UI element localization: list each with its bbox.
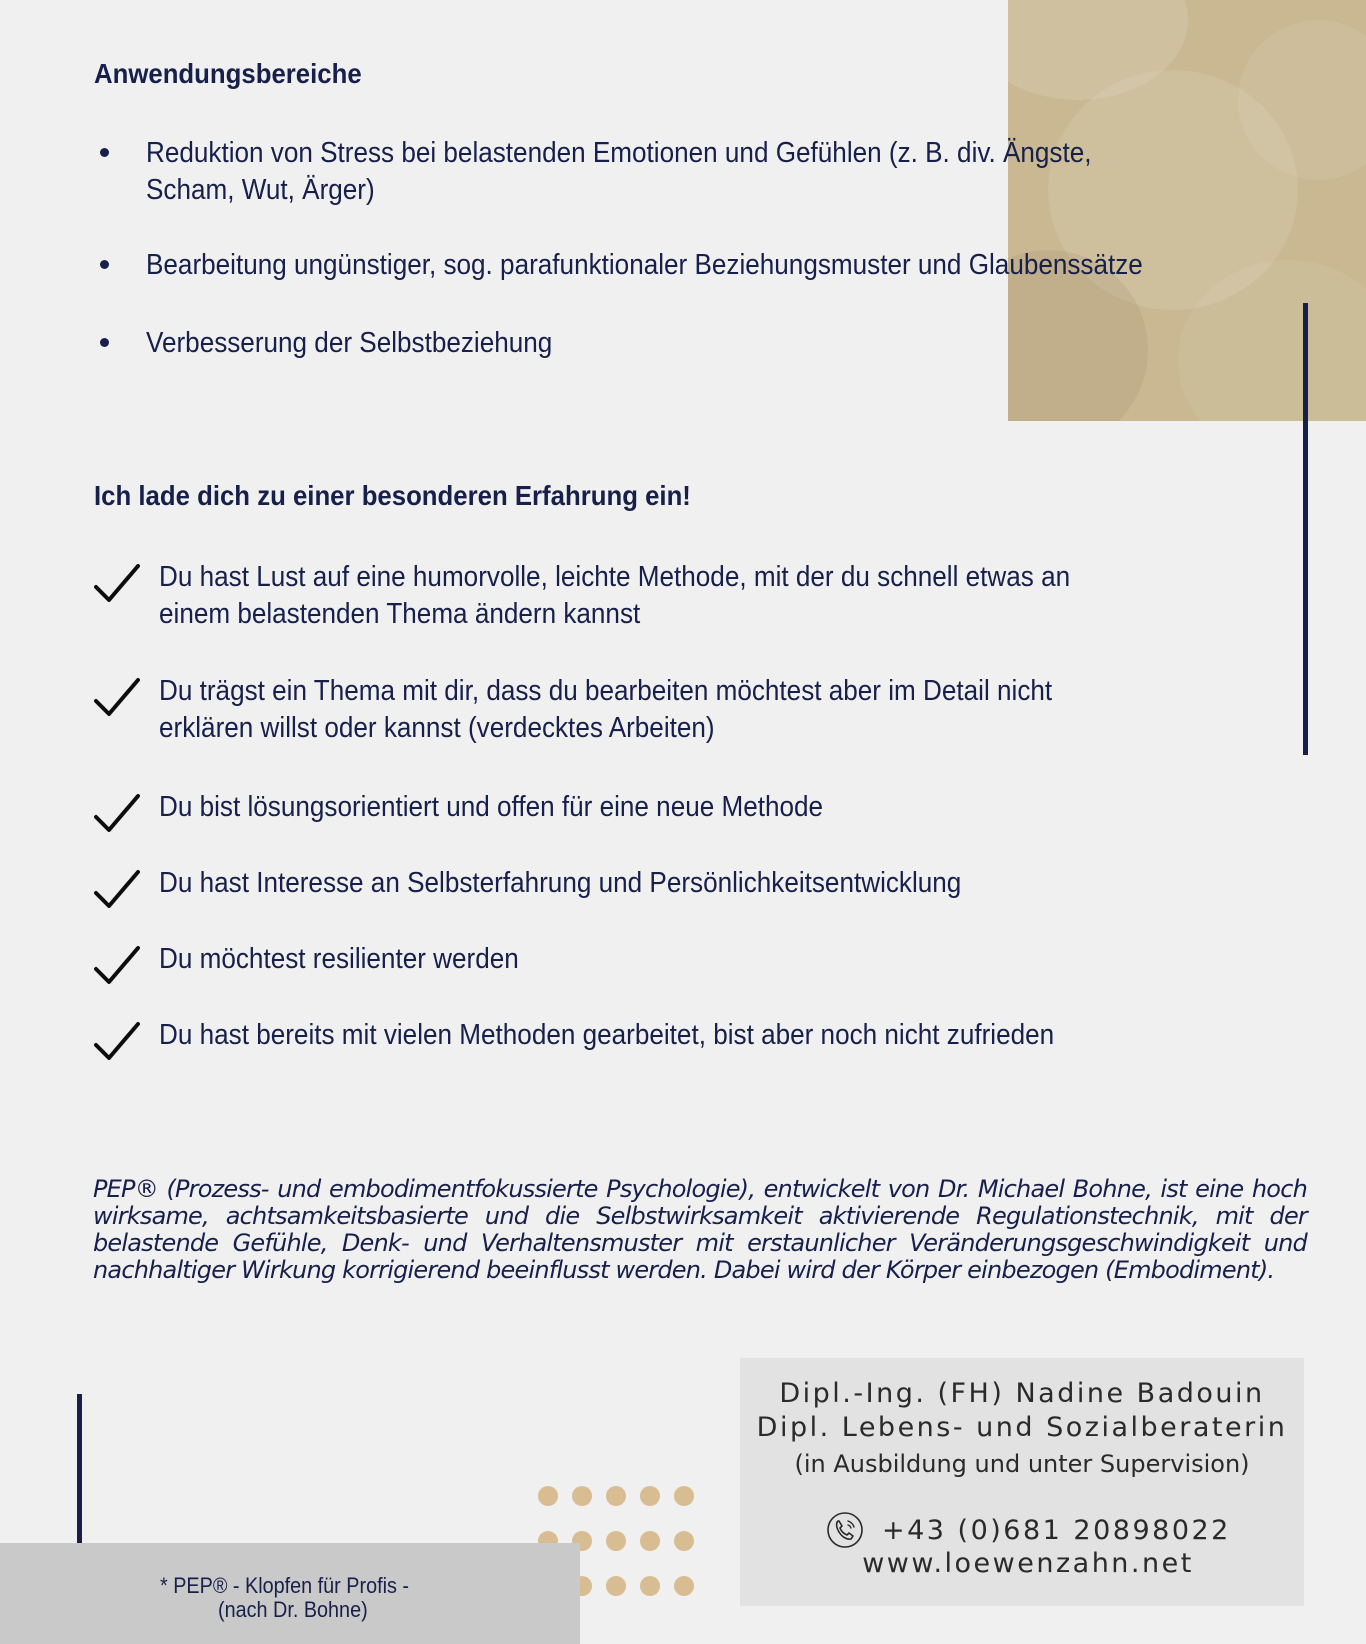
list-item-text: Du trägst ein Thema mit dir, dass du bearbeiten möchtest aber im Detail nicht [159,675,1053,707]
section-heading-invitation: Ich lade dich zu einer besonderen Erfahrung ein! [94,480,691,511]
phone-row [826,1512,1231,1548]
footer-note [0,1543,580,1644]
contact-card [740,1358,1304,1606]
list-item-text: Du bist lösungsorientiert und offen für eine neue Methode [159,791,824,823]
list-item-text: Du hast Lust auf eine humorvolle, leichte Methode, mit der du schnell etwas an [159,561,1071,593]
list-item-text: Bearbeitung ungünstiger, sog. parafunktionaler Beziehungsmuster und Glaubenssätze [146,249,1143,281]
list-item-text: Du hast bereits mit vielen Methoden gearbeitet, bist aber noch nicht zufrieden [159,1019,1055,1051]
contact-title: Dipl. Lebens- und Sozialberaterin [756,1412,1288,1443]
pep-description: PEP® (Prozess- und embodimentfokussierte Psychologie), entwickelt von Dr. Michael Bohne, ist eine hoch wirksame, achtsamkeitsbasierte und die Selbstwirksamkeit aktivierende Regulationstechnik, mit der belastende Gefühle, Denk- und Verhaltensmuster mit erstaunlicher Veränderungsgeschwindigkeit und nachhaltiger Wirkung korrigierend beeinflusst werden. Dabei wird der Körper einbezogen (Embodiment). [93,1175,1307,1284]
checkmark-icon [94,945,140,985]
contact-website: www.loewenzahn.net [862,1548,1194,1579]
bullet-dot-icon [100,260,109,269]
checkmark-icon [94,563,140,603]
checkmark-icon [94,793,140,833]
decorative-photo [1008,0,1366,421]
bullet-dot-icon [100,148,109,157]
list-item-text: Du möchtest resilienter werden [159,943,519,975]
checkmark-icon [94,869,140,909]
contact-phone: +43 (0)681 20898022 [882,1514,1231,1546]
list-item-text-continued: erklären willst oder kannst (verdecktes Arbeiten) [159,712,715,744]
list-item-text: Du hast Interesse an Selbsterfahrung und Persönlichkeitsentwicklung [159,867,962,899]
vertical-accent-line-right [1303,303,1308,755]
list-item-text-continued: einem belastenden Thema ändern kannst [159,598,641,630]
bullet-dot-icon [100,338,109,347]
checkmark-icon [94,677,140,717]
footer-note-line2: (nach Dr. Bohne) [218,1597,368,1622]
list-item-text: Reduktion von Stress bei belastenden Emotionen und Gefühlen (z. B. div. Ängste, [146,137,1092,169]
checkmark-icon [94,1021,140,1061]
contact-subtitle: (in Ausbildung und unter Supervision) [794,1450,1250,1478]
list-item-text: Verbesserung der Selbstbeziehung [146,327,553,359]
contact-name: Dipl.-Ing. (FH) Nadine Badouin [779,1378,1265,1409]
footer-note-line1: * PEP® - Klopfen für Profis - [160,1573,409,1598]
section-heading-applications: Anwendungsbereiche [94,58,362,89]
phone-icon [826,1511,864,1549]
list-item-text-continued: Scham, Wut, Ärger) [146,174,375,206]
